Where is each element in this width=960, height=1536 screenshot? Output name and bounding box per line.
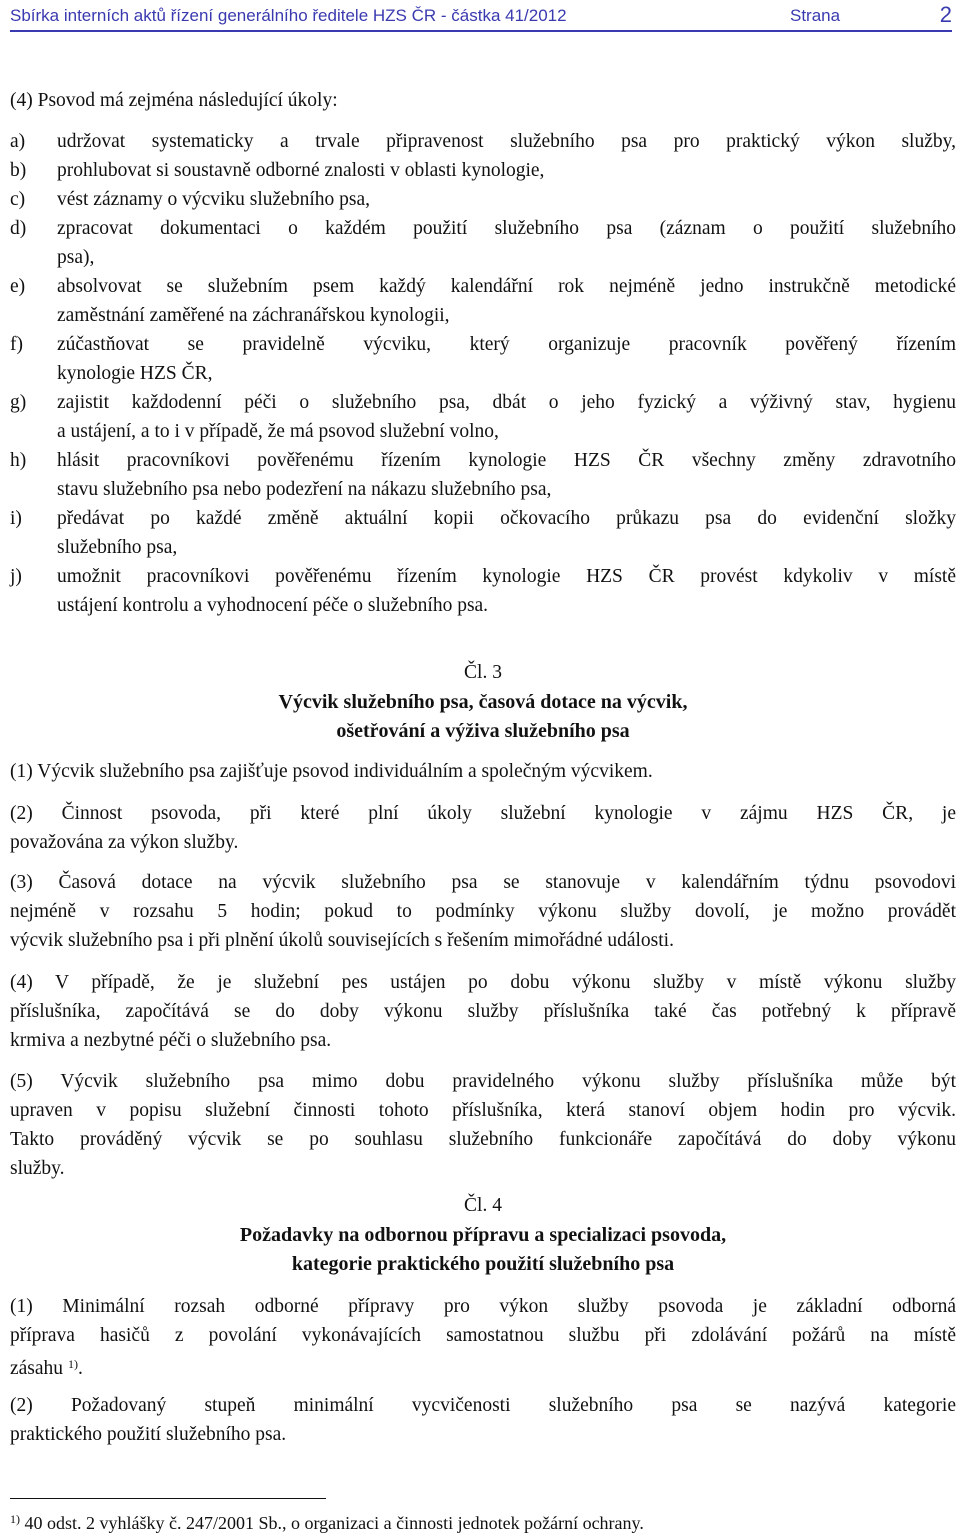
paragraph: (1) Minimální rozsah odborné přípravy pro výkon služby psovoda je základní odborná: [10, 1296, 956, 1317]
list-item-label: i): [10, 508, 22, 529]
list-item-text: zajistit každodenní péči o služebního psa, dbát o jeho fyzický a výživný stav, hygienu: [57, 392, 956, 413]
paragraph: krmiva a nezbytné péči o služebního psa.: [10, 1030, 332, 1051]
paragraph: (4) V případě, že je služební pes ustájen po dobu výkonu služby v místě výkonu služby: [10, 972, 956, 993]
paragraph: nejméně v rozsahu 5 hodin; pokud to podmínky výkonu služby dovolí, je možno provádět: [10, 901, 956, 922]
paragraph-text: .: [77, 1358, 83, 1379]
list-item-text: vést záznamy o výcviku služebního psa,: [57, 189, 370, 210]
paragraph-text: zásahu: [10, 1358, 64, 1379]
paragraph: považována za výkon služby.: [10, 832, 239, 853]
page-number: 2: [939, 2, 952, 27]
paragraph: (1) Výcvik služebního psa zajišťuje psovod individuálním a společným výcvikem.: [10, 761, 653, 782]
paragraph: (2) Činnost psovoda, při které plní úkoly služební kynologie v zájmu HZS ČR, je: [10, 803, 956, 824]
list-item-text: prohlubovat si soustavně odborné znalosti v oblasti kynologie,: [57, 160, 545, 181]
list-item-label: f): [10, 334, 23, 355]
footnote: [10, 1512, 644, 1534]
list-item-label: g): [10, 392, 27, 413]
article-title: Požadavky na odbornou přípravu a specializaci psovoda,: [239, 1224, 727, 1246]
paragraph: služby.: [10, 1158, 65, 1179]
list-item-label: c): [10, 189, 26, 210]
page-header: [10, 0, 952, 34]
section4-intro: (4) Psovod má zejména následující úkoly:: [10, 90, 338, 111]
footnote-text: 40 odst. 2 vyhlášky č. 247/2001 Sb., o organizaci a činnosti jednotek požární ochrany.: [20, 1513, 644, 1533]
article-title: Výcvik služebního psa, časová dotace na výcvik,: [278, 691, 688, 713]
list-item-label: d): [10, 218, 27, 239]
list-item-text: zúčastňovat se pravidelně výcviku, který organizuje pracovník pověřený řízením: [57, 334, 956, 355]
list-item-text: kynologie HZS ČR,: [57, 363, 213, 384]
list-item-text: psa),: [57, 247, 95, 268]
paragraph: příprava hasičů z povolání vykonávajících samostatnou službu při zdolávání požárů na místě: [10, 1325, 956, 1346]
list-item-text: udržovat systematicky a trvale připravenost služebního psa pro praktický výkon služby,: [57, 131, 956, 152]
list-item-text: a ustájení, a to i v případě, že má psovod služební volno,: [57, 421, 499, 442]
list-item-text: stavu služebního psa nebo podezření na nákazu služebního psa,: [57, 479, 552, 500]
article-number: Čl. 3: [464, 662, 502, 683]
article-title: ošetřování a výživa služebního psa: [336, 720, 630, 742]
footnote-separator: [10, 1498, 326, 1499]
list-item-label: a): [10, 131, 26, 152]
list-item-text: absolvovat se služebním psem každý kalendářní rok nejméně jedno instrukčně metodické: [57, 276, 956, 297]
article-title: kategorie praktického použití služebního psa: [291, 1253, 675, 1275]
paragraph: (5) Výcvik služebního psa mimo dobu pravidelného výkonu služby příslušníka může být: [10, 1071, 956, 1092]
list-item-text: umožnit pracovníkovi pověřenému řízením kynologie HZS ČR provést kdykoliv v místě: [57, 566, 956, 587]
list-item-label: b): [10, 160, 27, 181]
paragraph: (2) Požadovaný stupeň minimální vycvičenosti služebního psa se nazývá kategorie: [10, 1395, 956, 1416]
paragraph: upraven v popisu služební činnosti tohoto příslušníka, která stanoví objem hodin pro výcvik.: [10, 1100, 956, 1121]
page-label: Strana: [790, 6, 841, 25]
article-number: Čl. 4: [464, 1195, 502, 1216]
paragraph: výcvik služebního psa i při plnění úkolů souvisejících s řešením mimořádné události.: [10, 930, 674, 951]
paragraph: Takto prováděný výcvik se po souhlasu služebního funkcionáře započítává do doby výkonu: [10, 1129, 956, 1150]
document-title: Sbírka interních aktů řízení generálního ředitele HZS ČR - částka 41/2012: [10, 6, 567, 25]
list-item-text: zpracovat dokumentaci o každém použití služebního psa (záznam o použití služebního: [57, 218, 956, 239]
list-item-label: h): [10, 450, 27, 471]
list-item-label: e): [10, 276, 26, 297]
footnote-reference[interactable]: 1): [67, 1357, 78, 1371]
list-item-text: zaměstnání zaměřené na záchranářskou kynologii,: [57, 305, 450, 326]
paragraph: (3) Časová dotace na výcvik služebního psa se stanovuje v kalendářním týdnu psovodovi: [10, 872, 956, 893]
footnote-mark: 1): [10, 1512, 20, 1526]
list-item-text: ustájení kontrolu a vyhodnocení péče o služebního psa.: [57, 595, 489, 616]
paragraph-last-line: [10, 1350, 956, 1383]
list-item-text: předávat po každé změně aktuální kopii očkovacího průkazu psa do evidenční složky: [57, 508, 956, 529]
paragraph: praktického použití služebního psa.: [10, 1424, 287, 1445]
list-item-label: j): [10, 566, 22, 587]
list-item-text: hlásit pracovníkovi pověřenému řízením kynologie HZS ČR všechny změny zdravotního: [57, 450, 956, 471]
header-rule: [10, 30, 952, 32]
paragraph: příslušníka, započítává se do doby výkonu služby příslušníka také čas potřebný k přípravě: [10, 1001, 956, 1022]
list-item-text: služebního psa,: [57, 537, 178, 558]
